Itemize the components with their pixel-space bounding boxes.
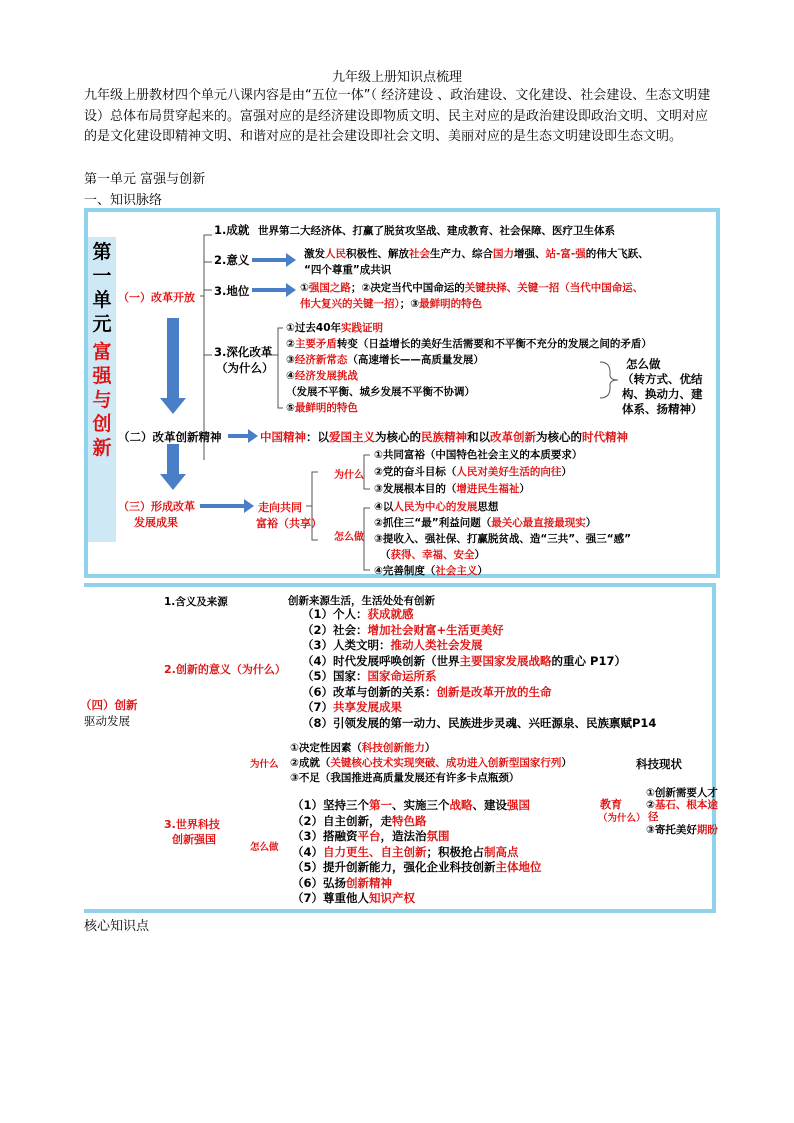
status-line1: ①强国之路；②决定当代中国命运的关键抉择、关键一招（当代中国命运、 bbox=[300, 282, 644, 294]
deepen-reform-item: （发展不平衡、城乡发展不平衡不协调） bbox=[286, 386, 475, 398]
education-item: 径 bbox=[648, 811, 659, 823]
significance2-item: （6）改革与创新的关系：创新是改革开放的生命 bbox=[302, 684, 552, 699]
significance2-item: （5）国家：国家命运所系 bbox=[302, 669, 437, 683]
why2-item: ②成就（关键核心技术实现突破、成功进入创新型国家行列） bbox=[290, 757, 572, 769]
why2-item: ③不足（我国推进高质量发展还有许多卡点瓶颈） bbox=[290, 772, 520, 784]
significance2-item: （7）共享发展成果 bbox=[302, 700, 403, 714]
tech-power-label-1: 3.世界科技 bbox=[164, 818, 220, 831]
innovation-root-2: 驱动发展 bbox=[84, 714, 130, 728]
why-item: ②党的奋斗目标（人民对美好生活的向往） bbox=[374, 466, 572, 478]
how3-item: （6）弘扬创新精神 bbox=[292, 875, 393, 890]
spirit-label: （二）改革创新精神 bbox=[118, 430, 222, 444]
why-label-2: 为什么 bbox=[250, 759, 279, 770]
how-item: （获得、幸福、安全） bbox=[380, 549, 485, 561]
meaning-label: 1.含义及来源 bbox=[164, 596, 228, 608]
result-label-2: 发展成果 bbox=[134, 516, 178, 529]
education-item: ①创新需要人才 bbox=[646, 787, 718, 799]
how-line-3: 体系、扬精神） bbox=[622, 402, 703, 416]
how-item: ③提收入、强社保、打赢脱贫战、造“三共”、强三“感” bbox=[374, 533, 631, 545]
why2-item: ①决定性因素（科技创新能力） bbox=[290, 742, 436, 754]
result-label-1: （三）形成改革 bbox=[118, 500, 195, 513]
why-label-1: 为什么 bbox=[334, 470, 364, 481]
status-line2: 伟大复兴的关键一招）；③最鲜明的特色 bbox=[300, 298, 483, 310]
deepen-reform-item: ②主要矛盾转变（日益增长的美好生活需要和不平衡不充分的发展之间的矛盾） bbox=[286, 338, 652, 350]
significance2-label: 2.创新的意义（为什么） bbox=[164, 663, 286, 676]
deepen-reform-item: ③经济新常态（高速增长——高质量发展） bbox=[286, 354, 484, 366]
how-line-1: （转方式、优结 bbox=[622, 372, 703, 386]
reform-label: （一）改革开放 bbox=[118, 291, 195, 304]
how-line-2: 构、换动力、建 bbox=[622, 387, 703, 401]
significance2-item: （4）时代发展呼唤创新（世界主要国家发展战略的重心 P17） bbox=[302, 653, 626, 668]
how3-item: （1）坚持三个第一、实施三个战略、建设强国 bbox=[292, 798, 531, 812]
how3-item: （2）自主创新，走特色路 bbox=[292, 813, 427, 828]
how3-item: （7）尊重他人知识产权 bbox=[292, 891, 416, 905]
status-label: 3.地位 bbox=[214, 284, 250, 298]
why-item: ③发展根本目的（增进民生福祉） bbox=[374, 483, 530, 495]
deepen-reform-item: ④经济发展挑战 bbox=[286, 370, 358, 382]
how-label-3: 怎么做 bbox=[250, 842, 279, 853]
how3-item: （4）自力更生、自主创新；积极抢占制高点 bbox=[292, 844, 519, 859]
why-item: ①共同富裕（中国特色社会主义的本质要求） bbox=[374, 449, 583, 461]
significance-label: 2.意义 bbox=[214, 253, 250, 267]
education-item: ③寄托美好期盼 bbox=[646, 824, 718, 836]
tech-power-label-2: 创新强国 bbox=[172, 833, 216, 846]
innovation-root-1: （四）创新 bbox=[80, 698, 138, 712]
significance2-item: （3）人类文明：推动人类社会发展 bbox=[302, 638, 483, 652]
significance2-item: （8）引领发展的第一动力、民族进步灵魂、兴旺源泉、民族禀赋P14 bbox=[302, 715, 657, 730]
how3-item: （3）搭融资平台，造法治氛围 bbox=[292, 829, 450, 843]
how-item: ②抓住三“最”利益问题（最关心最直接最现实） bbox=[374, 517, 597, 529]
tech-status-label: 科技现状 bbox=[636, 757, 682, 771]
section-heading: 一、知识脉络 bbox=[84, 193, 163, 208]
intro-paragraph: 九年级上册教材四个单元八课内容是由“五位一体”（ 经济建设 、政治建设、文化建设、社会建设、生态文明建设）总体布局贯穿起来的。富强对应的是经济建设即物质文明、民主对应的是政治建设即政治文明、文明对应的是文化建设即精神文明、和谐对应的是社会建设即社会文明、美丽对应的是生态文明建设即生态文明。 bbox=[84, 88, 711, 144]
how-item: ④以人民为中心的发展思想 bbox=[374, 501, 499, 513]
prosper-label-1: 走向共同 bbox=[258, 501, 302, 514]
deepen-reform-sublabel: （为什么） bbox=[216, 361, 274, 375]
prosper-label-2: 富裕（共享） bbox=[256, 517, 322, 530]
how-item: ④完善制度（社会主义） bbox=[374, 565, 488, 577]
how3-item: （5）提升创新能力，强化企业科技创新主体地位 bbox=[292, 860, 542, 874]
core-title: 核心知识点 bbox=[84, 919, 150, 934]
significance2-item: （2）社会：增加社会财富+生活更美好 bbox=[302, 622, 504, 637]
deepen-reform-item: ①过去40年实践证明 bbox=[286, 322, 384, 334]
education-sublabel: （为什么） bbox=[598, 813, 646, 824]
significance-line2: “四个尊重”成共识 bbox=[304, 264, 392, 276]
unit-label-top: 第一单元 bbox=[92, 241, 112, 335]
unit-heading: 第一单元 富强与创新 bbox=[84, 172, 206, 187]
significance2-item: （1）个人：获成就感 bbox=[302, 607, 414, 621]
document-title: 九年级上册知识点梳理 bbox=[331, 70, 462, 85]
how-label-2: 怎么做 bbox=[334, 532, 364, 543]
education-label: 教育 bbox=[600, 798, 622, 811]
how-title: 怎么做 bbox=[626, 357, 661, 371]
education-item: ②基石、根本途 bbox=[646, 799, 718, 811]
significance-line1: 激发人民积极性、解放社会生产力、综合国力增强、站-富-强的伟大飞跃、 bbox=[304, 248, 649, 260]
achievement-text: 世界第二大经济体、打赢了脱贫攻坚战、建成教育、社会保障、医疗卫生体系 bbox=[258, 225, 615, 237]
achievement-label: 1.成就 bbox=[214, 223, 250, 237]
meaning-text: 创新来源生活，生活处处有创新 bbox=[288, 595, 435, 607]
unit-label-bottom: 富强与创新 bbox=[92, 341, 112, 459]
spirit-text: 中国精神：以爱国主义为核心的民族精神和以改革创新为核心的时代精神 bbox=[260, 430, 628, 444]
deepen-reform-item: ⑤最鲜明的特色 bbox=[286, 402, 358, 414]
deepen-reform-label: 3.深化改革 bbox=[214, 345, 273, 359]
